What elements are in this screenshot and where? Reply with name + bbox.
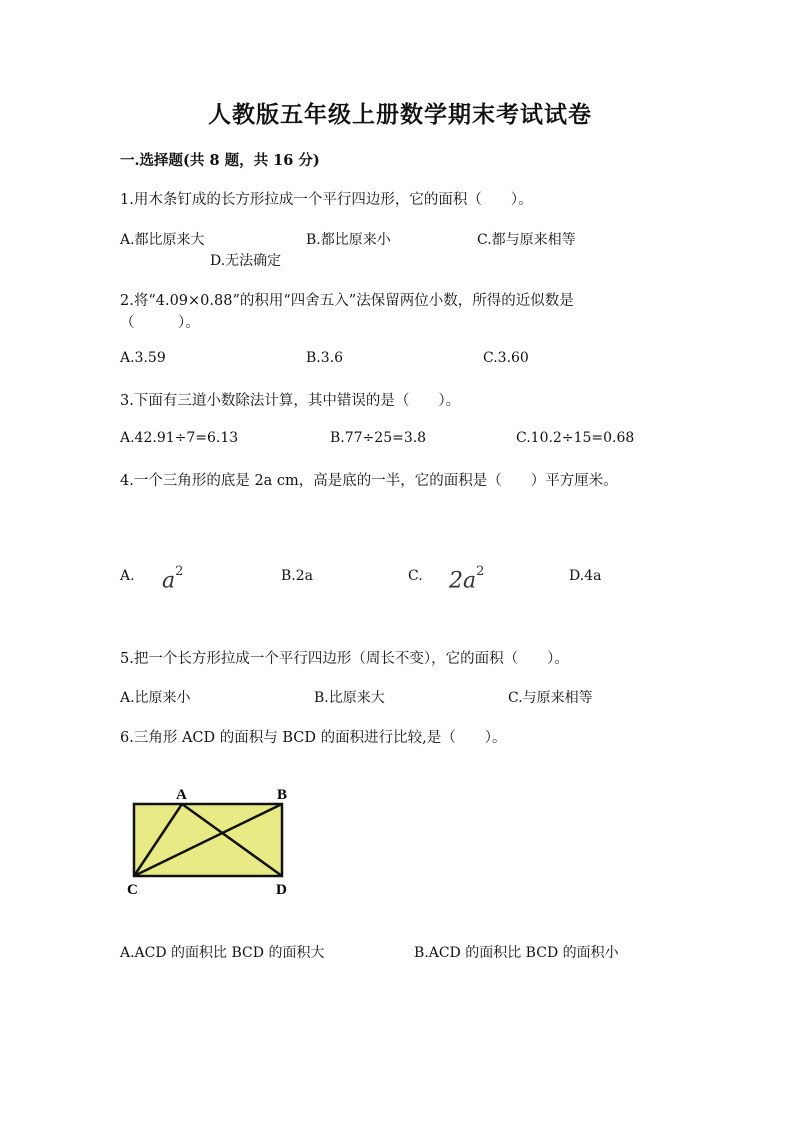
question-6-stem: 6.三角形 ACD 的面积与 BCD 的面积进行比较,是（ ）。 [120,730,507,746]
question-5-option-a: A.比原来小 [120,690,191,706]
question-4-option-c-label: C. [408,568,423,584]
question-1-option-c: C.都与原来相等 [477,232,576,248]
question-4-option-a-label: A. [120,568,135,584]
question-2-option-a: A.3.59 [120,350,166,366]
page-title: 人教版五年级上册数学期末考试试卷 [208,101,592,128]
vertex-label-d: D [276,882,287,898]
section-heading: 一.选择题(共 8 题，共 16 分) [120,152,320,169]
question-1-stem: 1.用木条钉成的长方形拉成一个平行四边形，它的面积（ ）。 [120,192,533,208]
rectangle-triangle-figure [124,784,304,900]
vertex-label-b: B [277,787,288,803]
question-2-option-b: B.3.6 [306,350,344,366]
question-2-stem-continued: （ ）。 [120,315,200,331]
question-5-option-c: C.与原来相等 [508,690,593,706]
question-3-option-c: C.10.2÷15=0.68 [516,430,635,446]
question-2-stem: 2.将“4.09×0.88”的积用“四舍五入”法保留两位小数，所得的近似数是 [120,293,574,309]
question-4-stem: 4.一个三角形的底是 2a cm，高是底的一半，它的面积是（ ）平方厘米。 [120,473,618,489]
question-1-option-b: B.都比原来小 [306,232,391,248]
question-4-option-c-formula: $2a^2$ [449,564,485,594]
question-6-option-a: A.ACD 的面积比 BCD 的面积大 [120,945,325,961]
question-5-stem: 5.把一个长方形拉成一个平行四边形（周长不变），它的面积（ ）。 [120,651,569,667]
question-4-option-a-formula: $a^2$ [162,564,184,594]
question-3-option-b: B.77÷25=3.8 [330,430,427,446]
question-3-option-a: A.42.91÷7=6.13 [120,430,239,446]
question-2-option-c: C.3.60 [483,350,529,366]
question-5-option-b: B.比原来大 [314,690,385,706]
question-4-option-d: D.4a [569,568,602,584]
question-3-stem: 3.下面有三道小数除法计算，其中错误的是（ ）。 [120,393,461,409]
question-6-option-b: B.ACD 的面积比 BCD 的面积小 [414,945,619,961]
vertex-label-c: C [127,882,138,898]
question-4-option-b: B.2a [281,568,313,584]
vertex-label-a: A [176,787,187,803]
question-1-option-d: D.无法确定 [210,253,282,269]
question-1-option-a: A.都比原来大 [120,232,205,248]
